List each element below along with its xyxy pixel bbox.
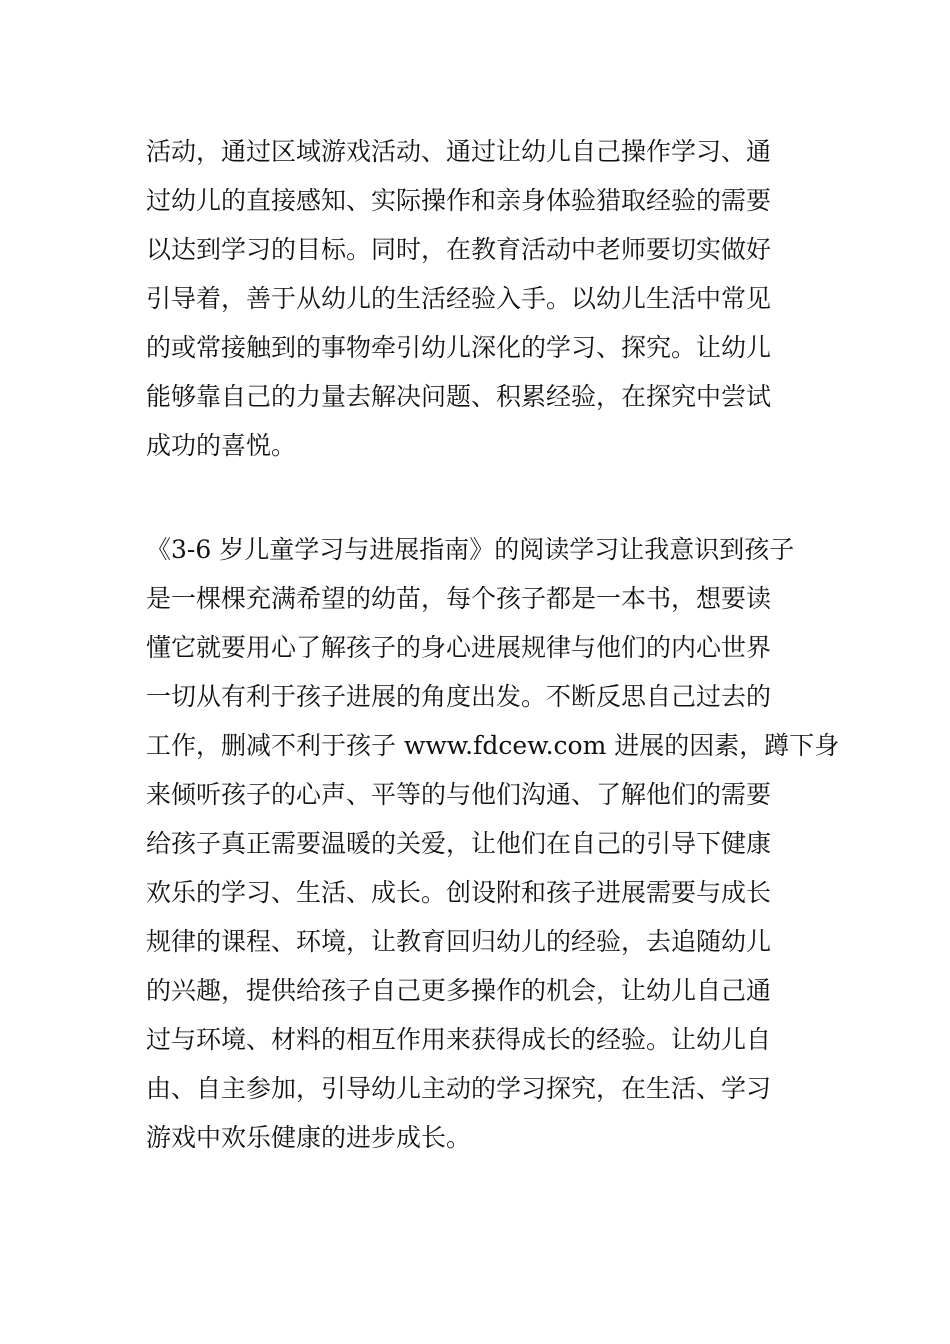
text-line: 过幼儿的直接感知、实际操作和亲身体验猎取经验的需要 <box>146 186 772 215</box>
text-line: 引导着，善于从幼儿的生活经验入手。以幼儿生活中常见 <box>146 284 772 313</box>
text-line: 以达到学习的目标。同时，在教育活动中老师要切实做好 <box>146 235 772 264</box>
text-line: 能够靠自己的力量去解决问题、积累经验，在探究中尝试 <box>146 382 772 411</box>
text-line: 游戏中欢乐健康的进步成长。 <box>146 1123 472 1152</box>
text-line: 由、自主参加，引导幼儿主动的学习探究，在生活、学习 <box>146 1074 772 1103</box>
text-line: 给孩子真正需要温暖的关爱，让他们在自己的引导下健康 <box>146 829 772 858</box>
text-line: 欢乐的学习、生活、成长。创设附和孩子进展需要与成长 <box>146 878 772 907</box>
paragraph-1 <box>146 127 816 470</box>
text-line: 过与环境、材料的相互作用来获得成长的经验。让幼儿自 <box>146 1025 772 1054</box>
text-line: 的或常接触到的事物牵引幼儿深化的学习、探究。让幼儿 <box>146 333 772 362</box>
paragraph-2 <box>146 525 840 1162</box>
text-line: 懂它就要用心了解孩子的身心进展规律与他们的内心世界 <box>146 633 772 662</box>
text-line: 来倾听孩子的心声、平等的与他们沟通、了解他们的需要 <box>146 780 772 809</box>
text-line: 是一棵棵充满希望的幼苗，每个孩子都是一本书，想要读 <box>146 584 772 613</box>
text-line: 工作，删减不利于孩子 www.fdcew.com 进展的因素，蹲下身 <box>146 731 840 760</box>
text-line: 的兴趣，提供给孩子自己更多操作的机会，让幼儿自己通 <box>146 976 772 1005</box>
text-line: 规律的课程、环境，让教育回归幼儿的经验，去追随幼儿 <box>146 927 772 956</box>
text-line: 活动，通过区域游戏活动、通过让幼儿自己操作学习、通 <box>146 137 772 166</box>
text-line: 成功的喜悦。 <box>146 431 297 460</box>
text-line: 《3-6 岁儿童学习与进展指南》的阅读学习让我意识到孩子 <box>146 535 795 564</box>
text-line: 一切从有利于孩子进展的角度出发。不断反思自己过去的 <box>146 682 772 711</box>
